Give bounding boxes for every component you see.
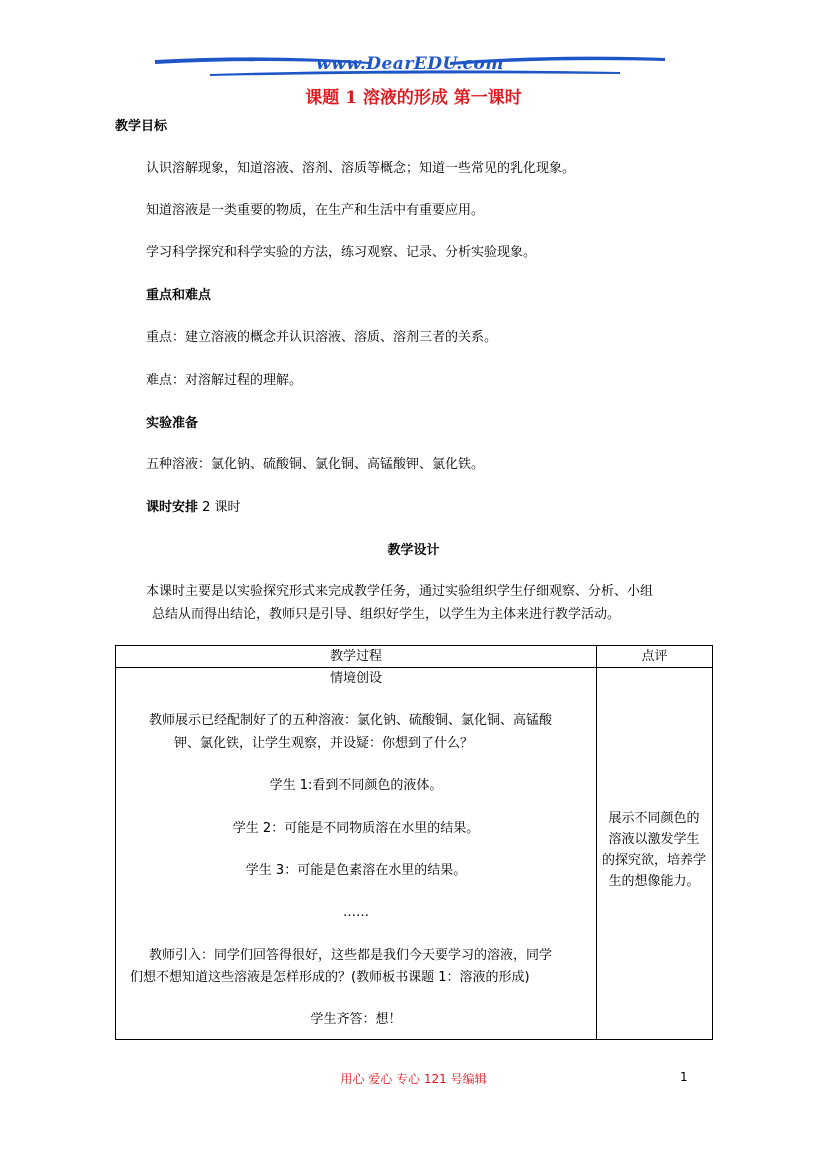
process-cell <box>116 668 597 1040</box>
document-title: 课题 1 溶液的形成 第一课时 <box>305 88 522 108</box>
page-number: 1 <box>680 1070 688 1084</box>
comment-line: 溶液以激发学生 <box>608 832 700 847</box>
design-intro: 本课时主要是以实验探究形式来完成教学任务，通过实验组织学生仔细观察、分析、小组 <box>146 584 654 599</box>
process-line: 学生 3：可能是色素溶在水里的结果。 <box>245 863 467 878</box>
process-line: 学生 1:看到不同颜色的液体。 <box>269 778 443 793</box>
goals-heading: 教学目标 <box>115 119 168 134</box>
schedule-line <box>146 499 241 517</box>
process-line: 钾、氯化铁，让学生观察，并设疑：你想到了什么？ <box>174 736 474 751</box>
comment-line: 展示不同颜色的 <box>608 811 700 826</box>
process-subheading: 情境创设 <box>329 671 382 686</box>
process-line: 学生齐答：想！ <box>310 1012 402 1027</box>
prep-text: 五种溶液：氯化钠、硫酸铜、氯化铜、高锰酸钾、氯化铁。 <box>146 457 485 472</box>
site-logo <box>150 50 670 80</box>
teaching-table <box>115 645 713 1040</box>
key-point: 重点：建立溶液的概念并认识溶液、溶质、溶剂三者的关系。 <box>146 330 498 345</box>
process-line: 们想不想知道这些溶液是怎样形成的？(教师板书课题 1：溶液的形成) <box>130 970 530 985</box>
process-ellipsis: …… <box>343 905 369 920</box>
goal-item: 学习科学探究和科学实验的方法，练习观察、记录、分析实验现象。 <box>146 245 537 260</box>
prep-heading: 实验准备 <box>146 416 199 431</box>
goal-item: 认识溶解现象，知道溶液、溶剂、溶质等概念；知道一些常见的乳化现象。 <box>146 161 576 176</box>
process-line: 学生 2：可能是不同物质溶在水里的结果。 <box>232 821 480 836</box>
footer-text: 用心 爱心 专心 121 号编辑 <box>340 1072 487 1086</box>
column-header-process: 教学过程 <box>116 646 597 668</box>
site-name: www.DearEDU.com <box>316 54 504 74</box>
difficulty: 难点：对溶解过程的理解。 <box>146 373 303 388</box>
schedule-heading: 课时安排 <box>146 500 199 515</box>
design-intro: 总结从而得出结论，教师只是引导、组织好学生，以学生为主体来进行教学活动。 <box>152 607 621 622</box>
process-line: 教师引入：同学们回答得很好，这些都是我们今天要学习的溶液，同学 <box>149 948 553 963</box>
design-heading: 教学设计 <box>387 543 440 558</box>
schedule-value: 2 课时 <box>198 500 241 515</box>
goal-item: 知道溶液是一类重要的物质，在生产和生活中有重要应用。 <box>146 203 485 218</box>
comment-cell <box>597 668 713 1040</box>
comment-line: 的探究欲，培养学 <box>601 853 706 868</box>
comment-line: 生的想像能力。 <box>608 874 700 889</box>
key-heading: 重点和难点 <box>146 288 212 303</box>
process-line: 教师展示已经配制好了的五种溶液：氯化钠、硫酸铜、氯化铜、高锰酸 <box>149 713 553 728</box>
column-header-comment: 点评 <box>597 646 713 668</box>
comment-text <box>600 808 708 892</box>
